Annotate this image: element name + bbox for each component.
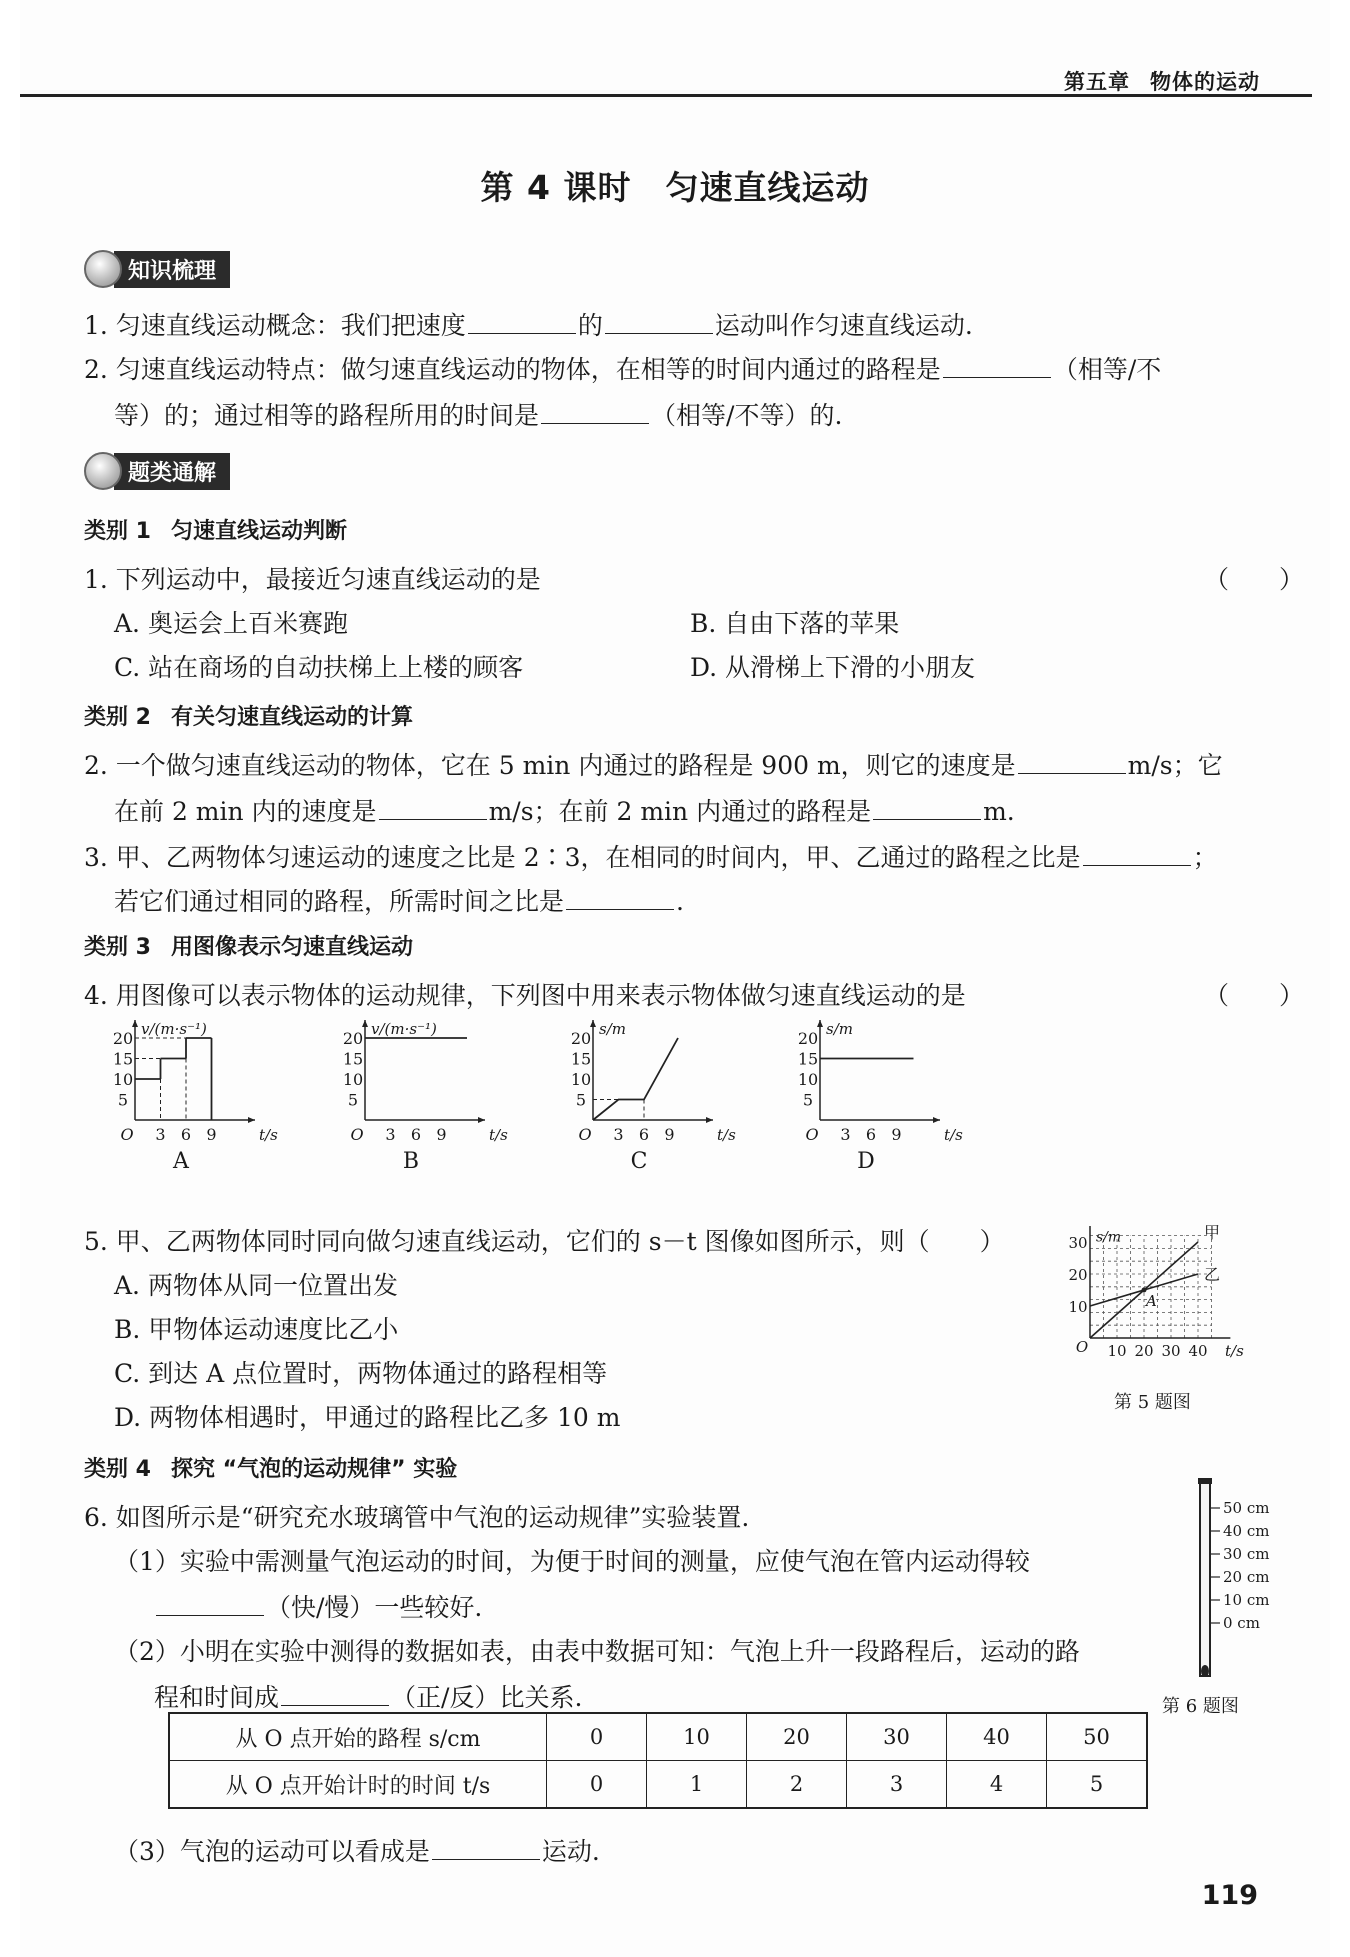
knowledge-item-1 (84, 306, 973, 342)
q3-line-1 (84, 838, 1218, 874)
x-tick-label: 3 (840, 1125, 851, 1144)
tube-label: 40 cm (1223, 1522, 1270, 1540)
page (20, 0, 1330, 1957)
table-cell: 1 (647, 1761, 747, 1809)
q5-graph (1060, 1218, 1320, 1368)
graph-D (798, 1020, 963, 1174)
y-tick-label: 20 (112, 1029, 134, 1048)
lightbulb-icon (84, 452, 122, 490)
table-cell: 30 (847, 1713, 947, 1761)
blank[interactable] (1018, 753, 1126, 774)
category-num: 类别 1 (84, 519, 151, 544)
q1-option-b[interactable]: B. 自由下落的苹果 (690, 609, 900, 638)
blank[interactable] (873, 799, 981, 820)
q2-text-e: m. (983, 797, 1015, 826)
origin-label: O (350, 1125, 364, 1144)
q3-text-d: . (676, 887, 684, 916)
blank[interactable] (566, 889, 674, 910)
y-tick-label: 10 (797, 1070, 819, 1089)
series-label: 乙 (1204, 1265, 1221, 1284)
q1-option-d[interactable]: D. 从滑梯上下滑的小朋友 (690, 653, 976, 682)
q6-p3b: 运动. (541, 1837, 600, 1866)
table-row-label: 从 O 点开始计时的时间 t/s (169, 1761, 547, 1809)
q4-answer-paren[interactable]: （ ） (1203, 981, 1304, 1010)
x-arrow (478, 1117, 485, 1123)
x-axis-label: t/s (1225, 1342, 1244, 1360)
y-tick-label: 5 (802, 1090, 814, 1110)
q5-caption: 第 5 题图 (1114, 1392, 1191, 1413)
graph-label: B (402, 1149, 420, 1174)
y-axis-label: v/(m·s⁻¹) (141, 1020, 207, 1038)
category-4 (84, 1452, 457, 1483)
q5-option-d[interactable]: D. 两物体相遇时，甲通过的路程比乙多 10 m (114, 1403, 621, 1432)
y-tick-label: 20 (797, 1029, 819, 1048)
q3-text-a: 3. 甲、乙两物体匀速运动的速度之比是 2∶3，在相同的时间内，甲、乙通过的路程之比是 (84, 843, 1081, 872)
table-row-label: 从 O 点开始的路程 s/cm (169, 1713, 547, 1761)
y-arrow (590, 1020, 596, 1027)
y-tick-label: 5 (347, 1090, 359, 1110)
k1-text-b: 的 (577, 311, 603, 340)
q6-part-3 (114, 1832, 600, 1868)
section-practice-label: 题类通解 (114, 453, 230, 490)
y-tick-label: 10 (570, 1070, 592, 1089)
x-tick-label: 40 (1188, 1342, 1208, 1360)
y-arrow (817, 1020, 823, 1027)
y-axis-label: s/m (1096, 1229, 1122, 1246)
k2-text-d: （相等/不等）的. (651, 401, 843, 430)
category-num: 类别 3 (84, 935, 151, 960)
x-tick-label: 20 (1134, 1342, 1154, 1360)
origin-label: O (805, 1125, 819, 1144)
x-tick-label: 9 (206, 1125, 217, 1144)
series-label: 甲 (1204, 1223, 1221, 1242)
x-tick-label: 6 (638, 1125, 650, 1144)
category-1 (84, 514, 347, 545)
section-practice (84, 452, 230, 490)
table-row (169, 1713, 1147, 1761)
table-cell: 50 (1047, 1713, 1148, 1761)
table-cell: 3 (847, 1761, 947, 1809)
chapter-title: 物体的运动 (1150, 70, 1260, 94)
q4-graphs (20, 1015, 1330, 1215)
lesson-title (20, 162, 1330, 209)
origin-label: O (578, 1125, 592, 1144)
y-axis-label: s/m (826, 1020, 853, 1038)
k2-text-a: 2. 匀速直线运动特点：做匀速直线运动的物体，在相等的时间内通过的路程是 (84, 355, 941, 384)
x-tick-label: 3 (385, 1125, 396, 1144)
tube-cap (1198, 1478, 1212, 1484)
k1-text-c: 运动叫作匀速直线运动. (714, 311, 973, 340)
table-cell: 0 (547, 1713, 647, 1761)
lightbulb-icon (84, 250, 122, 288)
graph-C (571, 1020, 736, 1174)
y-tick-label: 5 (117, 1090, 129, 1110)
q3-text-b: ； (1192, 843, 1218, 872)
y-arrow (132, 1020, 138, 1027)
x-tick-label: 6 (180, 1125, 192, 1144)
graph-label: D (857, 1149, 875, 1174)
category-name: 用图像表示匀速直线运动 (170, 935, 413, 960)
q6-p2c: （正/反）比关系. (391, 1683, 583, 1712)
table-cell: 4 (947, 1761, 1047, 1809)
blank[interactable] (605, 313, 713, 334)
blank[interactable] (432, 1839, 540, 1860)
x-arrow (933, 1117, 940, 1123)
q3-line-2 (114, 882, 684, 918)
section-knowledge-label: 知识梳理 (114, 251, 230, 288)
section-knowledge (84, 250, 230, 288)
q1-option-a[interactable]: A. 奥运会上百米赛跑 (114, 609, 348, 638)
k2-text-b: （相等/不 (1052, 355, 1162, 384)
y-tick-label: 10 (1068, 1298, 1088, 1316)
q6-part-2-cont (154, 1678, 582, 1714)
data-table (168, 1712, 1148, 1809)
x-tick-label: 9 (436, 1125, 447, 1144)
table-cell: 20 (747, 1713, 847, 1761)
blank[interactable] (943, 357, 1051, 378)
table-cell: 0 (547, 1761, 647, 1809)
x-axis-label: t/s (259, 1126, 278, 1144)
q2-text-d: m/s；在前 2 min 内通过的路程是 (488, 797, 872, 826)
q6-part-1-cont (154, 1588, 482, 1624)
y-arrow (362, 1020, 368, 1027)
q6-stem: 6. 如图所示是“研究充水玻璃管中气泡的运动规律”实验装置. (84, 1503, 750, 1532)
graph-label: C (630, 1149, 648, 1174)
graph-B (343, 1020, 508, 1174)
category-3 (84, 930, 413, 961)
q2-line-2 (114, 792, 1015, 828)
page-number: 119 (1201, 1880, 1258, 1911)
q6-part-1: （1）实验中需测量气泡运动的时间，为便于时间的测量，应使气泡在管内运动得较 (114, 1547, 1030, 1576)
y-tick-label: 5 (575, 1090, 587, 1110)
knowledge-item-2 (84, 350, 1161, 386)
q2-line-1 (84, 746, 1223, 782)
x-axis-label: t/s (944, 1126, 963, 1144)
q2-text-a: 2. 一个做匀速直线运动的物体，它在 5 min 内通过的路程是 900 m，则它的速度是 (84, 751, 1016, 780)
y-axis-label: s/m (599, 1020, 626, 1038)
data-line (593, 1038, 678, 1120)
y-tick-label: 10 (112, 1070, 134, 1089)
x-tick-label: 9 (891, 1125, 902, 1144)
tube-label: 30 cm (1223, 1545, 1270, 1563)
y-tick-label: 15 (342, 1049, 364, 1069)
q5-option-a[interactable]: A. 两物体从同一位置出发 (114, 1271, 398, 1300)
q5-stem: 5. 甲、乙两物体同时同向做匀速直线运动，它们的 s－t 图像如图所示，则（ ） (84, 1227, 1005, 1256)
blank[interactable] (468, 313, 576, 334)
y-tick-label: 10 (342, 1070, 364, 1089)
table-row (169, 1761, 1147, 1809)
y-tick-label: 15 (570, 1049, 592, 1069)
y-axis-label: v/(m·s⁻¹) (371, 1020, 437, 1038)
lesson-number: 第 4 课时 (480, 168, 632, 207)
origin-label: O (1075, 1338, 1089, 1356)
tube-label: 10 cm (1223, 1591, 1270, 1609)
blank[interactable] (541, 403, 649, 424)
tube-label: 20 cm (1223, 1568, 1270, 1586)
y-tick-label: 20 (570, 1029, 592, 1048)
category-num: 类别 4 (84, 1457, 151, 1482)
blank[interactable] (156, 1595, 264, 1616)
q5-option-c[interactable]: C. 到达 A 点位置时，两物体通过的路程相等 (114, 1359, 608, 1388)
q6-p2b: 程和时间成 (154, 1683, 280, 1712)
q6-p3a: （3）气泡的运动可以看成是 (114, 1837, 430, 1866)
q1-answer-paren[interactable]: （ ） (1203, 565, 1304, 594)
air-bubble (1201, 1665, 1209, 1677)
x-axis-label: t/s (717, 1126, 736, 1144)
category-name: 探究 “气泡的运动规律” 实验 (170, 1457, 458, 1482)
x-axis-label: t/s (489, 1126, 508, 1144)
x-arrow (248, 1117, 255, 1123)
q6-tube-figure (1170, 1478, 1310, 1688)
x-tick-label: 3 (155, 1125, 166, 1144)
tube-label: 0 cm (1223, 1614, 1260, 1632)
graph-label: A (173, 1149, 189, 1174)
chapter-header (1064, 66, 1260, 96)
lesson-topic: 匀速直线运动 (665, 168, 870, 207)
q2-text-b: m/s；它 (1127, 751, 1223, 780)
y-tick-label: 15 (797, 1049, 819, 1069)
y-tick-label: 30 (1068, 1234, 1088, 1252)
q6-part-2: （2）小明在实验中测得的数据如表，由表中数据可知：气泡上升一段路程后，运动的路 (114, 1637, 1080, 1666)
tube-label: 50 cm (1223, 1499, 1270, 1517)
table-cell: 5 (1047, 1761, 1148, 1809)
y-tick-label: 20 (342, 1029, 364, 1048)
q5-option-b[interactable]: B. 甲物体运动速度比乙小 (114, 1315, 399, 1344)
category-name: 有关匀速直线运动的计算 (170, 705, 413, 730)
chapter-number: 第五章 (1064, 70, 1130, 94)
table-cell: 40 (947, 1713, 1047, 1761)
x-tick-label: 6 (410, 1125, 422, 1144)
category-num: 类别 2 (84, 705, 151, 730)
blank[interactable] (281, 1685, 389, 1706)
table-cell: 2 (747, 1761, 847, 1809)
category-2 (84, 700, 413, 731)
x-tick-label: 10 (1107, 1342, 1127, 1360)
header-rule (20, 94, 1312, 97)
x-arrow (706, 1117, 713, 1123)
q4-stem: 4. 用图像可以表示物体的运动规律，下列图中用来表示物体做匀速直线运动的是 (84, 981, 966, 1010)
blank[interactable] (1083, 845, 1191, 866)
glass-tube (1200, 1480, 1210, 1676)
origin-label: O (120, 1125, 134, 1144)
graph-A (113, 1020, 278, 1174)
q6-caption: 第 6 题图 (1162, 1696, 1239, 1717)
y-tick-label: 15 (112, 1049, 134, 1069)
category-name: 匀速直线运动判断 (170, 519, 347, 544)
x-tick-label: 3 (613, 1125, 624, 1144)
point-label: A (1146, 1292, 1157, 1310)
y-tick-label: 20 (1068, 1266, 1088, 1284)
blank[interactable] (379, 799, 487, 820)
k1-text-a: 1. 匀速直线运动概念：我们把速度 (84, 311, 466, 340)
x-tick-label: 9 (664, 1125, 675, 1144)
q1-option-c[interactable]: C. 站在商场的自动扶梯上上楼的顾客 (114, 653, 524, 682)
q1-stem: 1. 下列运动中，最接近匀速直线运动的是 (84, 565, 541, 594)
q2-text-c: 在前 2 min 内的速度是 (114, 797, 377, 826)
q6-p1b: （快/慢）一些较好. (266, 1593, 483, 1622)
k2-text-c: 等）的；通过相等的路程所用的时间是 (114, 401, 540, 430)
knowledge-item-2-cont (114, 396, 842, 432)
x-tick-label: 30 (1161, 1342, 1181, 1360)
table-cell: 10 (647, 1713, 747, 1761)
x-tick-label: 6 (865, 1125, 877, 1144)
q3-text-c: 若它们通过相同的路程，所需时间之比是 (114, 887, 565, 916)
